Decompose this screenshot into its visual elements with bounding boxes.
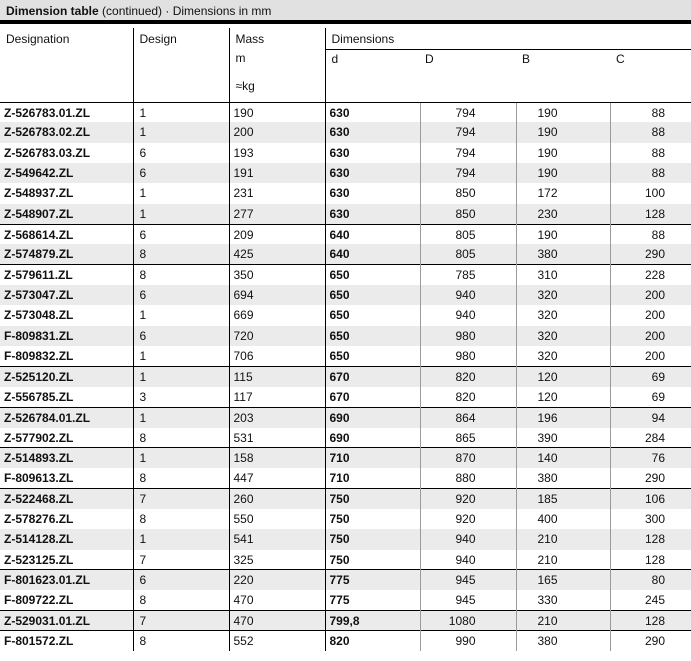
cell-C: 290 [610,244,691,264]
cell-mass: 260 [229,489,325,509]
cell-d: 775 [325,570,420,590]
cell-C: 200 [610,305,691,325]
cell-C: 88 [610,102,691,122]
cell-design: 1 [133,183,229,203]
cell-C: 80 [610,570,691,590]
cell-d: 630 [325,143,420,163]
table-row [0,407,691,427]
cell-d: 750 [325,489,420,509]
cell-mass: 470 [229,590,325,610]
header-designation: Designation [0,28,133,49]
cell-design: 1 [133,122,229,142]
cell-mass: 541 [229,529,325,549]
cell-D: 805 [420,224,516,244]
cell-C: 88 [610,143,691,163]
cell-d: 650 [325,346,420,366]
cell-mass: 720 [229,326,325,346]
cell-designation: F-801623.01.ZL [0,570,133,590]
table-row [0,224,691,244]
cell-mass: 669 [229,305,325,325]
cell-mass: 425 [229,244,325,264]
cell-designation: Z-514128.ZL [0,529,133,549]
cell-d: 820 [325,631,420,651]
cell-B: 165 [516,570,610,590]
cell-D: 920 [420,489,516,509]
cell-designation: Z-579611.ZL [0,265,133,285]
cell-B: 210 [516,550,610,570]
table-row [0,183,691,203]
cell-D: 940 [420,550,516,570]
cell-B: 320 [516,346,610,366]
cell-D: 920 [420,509,516,529]
cell-C: 300 [610,509,691,529]
cell-B: 380 [516,244,610,264]
cell-mass: 277 [229,204,325,224]
table-row [0,285,691,305]
cell-B: 320 [516,285,610,305]
cell-design: 1 [133,366,229,386]
cell-d: 640 [325,244,420,264]
table-row [0,428,691,448]
cell-B: 330 [516,590,610,610]
cell-designation: F-809832.ZL [4,349,74,364]
header-designation-blank-2 [0,79,133,102]
table-row [0,102,691,122]
cell-mass: 209 [229,224,325,244]
cell-C: 200 [610,346,691,366]
cell-d: 630 [325,204,420,224]
dimension-table [0,28,691,651]
cell-d: 670 [325,366,420,386]
cell-designation: F-809722.ZL [4,593,74,608]
header-D-blank [420,79,516,102]
cell-designation: F-801572.ZL [0,631,133,651]
cell-d: 630 [325,122,420,142]
cell-design: 6 [133,143,229,163]
cell-design: 7 [133,489,229,509]
cell-d: 630 [325,183,420,203]
cell-D: 785 [420,265,516,285]
cell-design: 1 [133,529,229,549]
cell-B: 380 [516,631,610,651]
cell-D: 980 [420,326,516,346]
table-title [0,0,691,24]
table-title-suffix: (continued) · Dimensions in mm [98,4,272,18]
cell-d: 750 [325,509,420,529]
cell-designation: Z-568614.ZL [0,224,133,244]
cell-B: 190 [516,102,610,122]
cell-design: 1 [133,407,229,427]
cell-mass: 550 [229,509,325,529]
cell-D: 940 [420,285,516,305]
table-body [0,102,691,651]
table-row [0,509,691,529]
cell-designation: Z-573048.ZL [4,308,74,323]
header-mass: Mass [229,28,325,49]
table-row [0,387,691,407]
cell-d: 750 [325,550,420,570]
cell-designation: Z-525120.ZL [0,366,133,386]
header-C: C [610,49,691,79]
cell-designation: Z-526783.03.ZL [4,145,91,160]
cell-D: 945 [420,590,516,610]
cell-d: 650 [325,326,420,346]
cell-C: 88 [610,122,691,142]
cell-mass: 470 [229,611,325,631]
cell-B: 172 [516,183,610,203]
table-row [0,265,691,285]
cell-C: 290 [610,468,691,488]
cell-designation: Z-526783.01.ZL [4,105,91,120]
cell-C: 128 [610,529,691,549]
cell-design: 1 [133,204,229,224]
table-row [0,366,691,386]
cell-D: 880 [420,468,516,488]
cell-C: 69 [610,387,691,407]
cell-designation: Z-556785.ZL [4,389,74,404]
cell-B: 320 [516,305,610,325]
cell-D: 940 [420,305,516,325]
cell-B: 310 [516,265,610,285]
cell-B: 190 [516,122,610,142]
table-row [0,122,691,142]
header-designation-blank [0,49,133,79]
header-mass-symbol: m [229,49,325,79]
cell-design: 6 [133,570,229,590]
cell-C: 88 [610,163,691,183]
cell-C: 284 [610,428,691,448]
cell-d: 650 [325,285,420,305]
cell-B: 230 [516,204,610,224]
cell-B: 380 [516,468,610,488]
cell-D: 794 [420,102,516,122]
cell-B: 390 [516,428,610,448]
cell-design: 6 [133,326,229,346]
table-row [0,143,691,163]
header-d: d [325,49,420,79]
table-row [0,631,691,651]
cell-D: 850 [420,183,516,203]
cell-designation: Z-514893.ZL [0,448,133,468]
table-title-main: Dimension table [6,4,99,18]
cell-D: 820 [420,387,516,407]
cell-mass: 115 [229,366,325,386]
header-design: Design [133,28,229,49]
cell-designation: F-809613.ZL [4,471,74,486]
cell-design: 8 [133,631,229,651]
cell-d: 670 [325,387,420,407]
cell-mass: 447 [229,468,325,488]
header-mass-unit: ≈kg [229,79,325,102]
cell-designation: F-809831.ZL [0,326,133,346]
cell-mass: 325 [229,550,325,570]
cell-d: 710 [325,448,420,468]
cell-design: 1 [133,448,229,468]
cell-d: 690 [325,428,420,448]
cell-D: 945 [420,570,516,590]
cell-C: 94 [610,407,691,427]
cell-designation: Z-573047.ZL [0,285,133,305]
cell-mass: 190 [229,102,325,122]
cell-D: 870 [420,448,516,468]
cell-designation: Z-574879.ZL [0,244,133,264]
cell-design: 1 [133,305,229,325]
cell-design: 1 [133,346,229,366]
cell-C: 100 [610,183,691,203]
cell-designation: Z-529031.01.ZL [0,611,133,631]
cell-B: 190 [516,163,610,183]
cell-C: 228 [610,265,691,285]
cell-D: 794 [420,143,516,163]
table-row [0,529,691,549]
cell-C: 200 [610,285,691,305]
cell-d: 799,8 [325,611,420,631]
cell-C: 200 [610,326,691,346]
cell-d: 690 [325,407,420,427]
table-row [0,590,691,610]
cell-B: 400 [516,509,610,529]
cell-d: 630 [325,102,420,122]
table-row [0,489,691,509]
header-design-blank [133,49,229,79]
cell-design: 8 [133,265,229,285]
cell-d: 630 [325,163,420,183]
cell-d: 710 [325,468,420,488]
cell-D: 990 [420,631,516,651]
cell-design: 6 [133,285,229,305]
table-row [0,163,691,183]
cell-design: 8 [133,428,229,448]
cell-C: 88 [610,224,691,244]
header-dimensions: Dimensions [325,28,691,49]
cell-design: 1 [133,102,229,122]
cell-design: 3 [133,387,229,407]
cell-designation: Z-578276.ZL [4,511,74,526]
cell-C: 290 [610,631,691,651]
cell-designation: Z-523125.ZL [4,552,74,567]
table-row [0,611,691,631]
cell-C: 128 [610,204,691,224]
cell-designation: Z-526784.01.ZL [0,407,133,427]
cell-designation: Z-526783.02.ZL [0,122,133,142]
cell-designation: Z-549642.ZL [0,163,133,183]
cell-B: 210 [516,529,610,549]
cell-C: 69 [610,366,691,386]
header-C-blank [610,79,691,102]
cell-D: 1080 [420,611,516,631]
cell-design: 7 [133,611,229,631]
table-row [0,570,691,590]
cell-mass: 193 [229,143,325,163]
cell-mass: 117 [229,387,325,407]
cell-B: 190 [516,143,610,163]
cell-design: 6 [133,163,229,183]
header-design-blank-2 [133,79,229,102]
cell-design: 8 [133,509,229,529]
cell-mass: 694 [229,285,325,305]
cell-mass: 552 [229,631,325,651]
cell-mass: 158 [229,448,325,468]
cell-D: 864 [420,407,516,427]
table-row [0,204,691,224]
cell-d: 650 [325,265,420,285]
table-row [0,468,691,488]
cell-B: 320 [516,326,610,346]
cell-designation: Z-522468.ZL [0,489,133,509]
cell-C: 128 [610,550,691,570]
cell-d: 775 [325,590,420,610]
cell-designation: Z-577902.ZL [4,430,74,445]
cell-B: 190 [516,224,610,244]
cell-mass: 200 [229,122,325,142]
cell-d: 640 [325,224,420,244]
cell-d: 650 [325,305,420,325]
header-D: D [420,49,516,79]
cell-C: 245 [610,590,691,610]
table-row [0,550,691,570]
cell-design: 6 [133,224,229,244]
cell-B: 120 [516,366,610,386]
cell-mass: 191 [229,163,325,183]
cell-D: 940 [420,529,516,549]
cell-C: 106 [610,489,691,509]
cell-B: 120 [516,387,610,407]
header-B: B [516,49,610,79]
cell-D: 805 [420,244,516,264]
cell-D: 865 [420,428,516,448]
cell-d: 750 [325,529,420,549]
cell-design: 8 [133,468,229,488]
table-row [0,244,691,264]
cell-mass: 220 [229,570,325,590]
cell-B: 140 [516,448,610,468]
cell-B: 210 [516,611,610,631]
cell-D: 850 [420,204,516,224]
cell-D: 794 [420,122,516,142]
cell-design: 8 [133,590,229,610]
cell-C: 76 [610,448,691,468]
cell-D: 820 [420,366,516,386]
header-d-blank [325,79,420,102]
table-row [0,346,691,366]
table-row [0,305,691,325]
cell-C: 128 [610,611,691,631]
cell-D: 794 [420,163,516,183]
cell-B: 185 [516,489,610,509]
cell-D: 980 [420,346,516,366]
cell-mass: 203 [229,407,325,427]
cell-B: 196 [516,407,610,427]
cell-design: 7 [133,550,229,570]
table-row [0,326,691,346]
cell-design: 8 [133,244,229,264]
cell-designation: Z-548937.ZL [4,186,74,201]
header-B-blank [516,79,610,102]
cell-designation: Z-548907.ZL [0,204,133,224]
cell-mass: 531 [229,428,325,448]
cell-mass: 706 [229,346,325,366]
table-row [0,448,691,468]
cell-mass: 231 [229,183,325,203]
cell-mass: 350 [229,265,325,285]
